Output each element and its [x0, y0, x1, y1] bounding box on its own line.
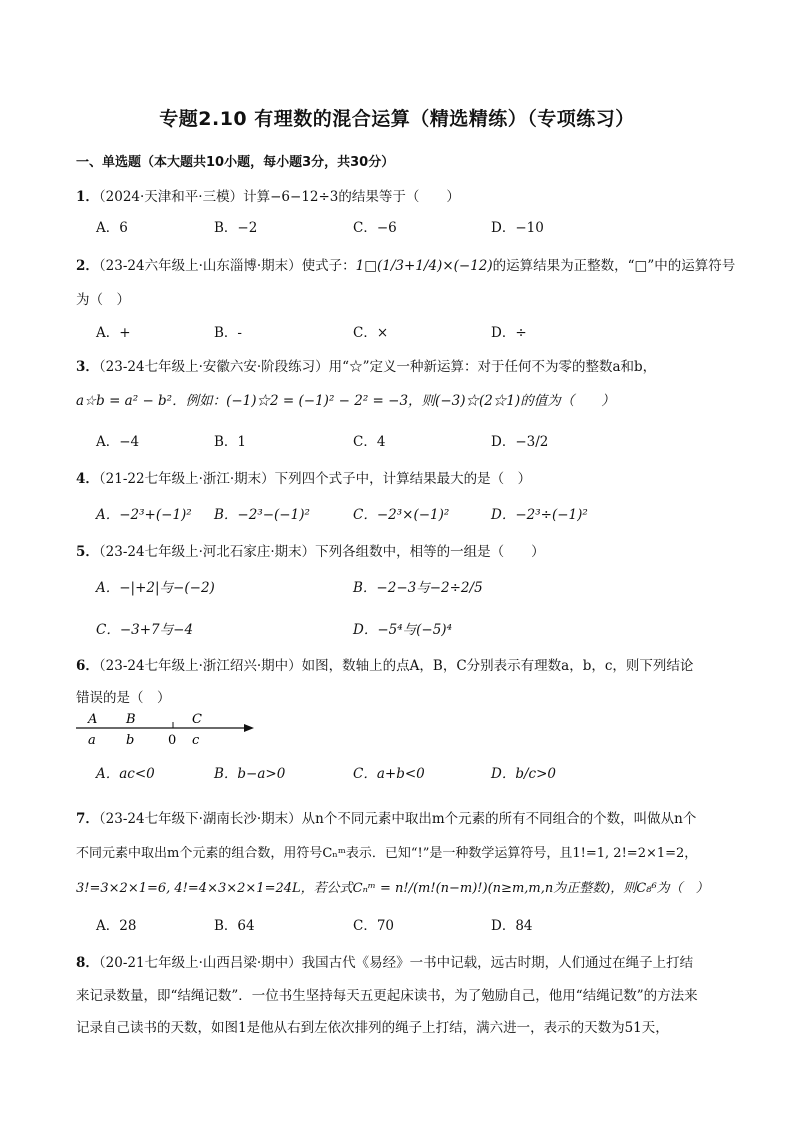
- q2-option-b: B．-: [214, 325, 242, 341]
- q2-option-c: C．×: [353, 325, 389, 341]
- q3-option-a: A．−4: [96, 434, 140, 450]
- math-expression: 1□(1/3+1/4)×(−12): [355, 258, 493, 274]
- question-text: a☆b = a² − b²．例如：(−1)☆2 = (−1)² − 2² = −3，则(−3)☆(2☆1)的值为（ ）: [76, 393, 615, 409]
- q6-option-b: B．b−a>0: [214, 766, 286, 782]
- point-label-a-upper: A: [88, 712, 98, 727]
- q7-option-a: A．28: [96, 918, 137, 934]
- question-number: 6．: [76, 658, 99, 674]
- question-number: 4．: [76, 471, 99, 487]
- question-8-line-2: [76, 984, 698, 1004]
- q5-option-b: B．−2−3与−2÷2/5: [353, 580, 483, 596]
- q4-option-c: C．−2³×(−1)²: [353, 507, 450, 523]
- q2-option-a: A．+: [96, 325, 131, 341]
- q3-option-b: B．1: [214, 434, 247, 450]
- question-7-line-3: [76, 877, 709, 896]
- q3-option-d: D．−3/2: [491, 434, 549, 450]
- question-text: 的运算结果为正整数，“□”中的运算符号: [492, 258, 736, 274]
- question-5: [76, 540, 545, 560]
- q4-option-a: A．−2³+(−1)²: [96, 507, 192, 523]
- question-3-line-2: [76, 389, 615, 409]
- question-source: （20-21七年级上·山西吕梁·期中）: [98, 955, 302, 971]
- question-number: 3．: [76, 359, 99, 375]
- question-text: 如图，数轴上的点A，B，C分别表示有理数a，b，c，则下列结论: [301, 658, 694, 674]
- q6-option-d: D．b/c>0: [491, 766, 556, 782]
- question-text: 计算−6−12÷3的结果等于（ ）: [243, 189, 460, 205]
- q4-option-d: D．−2³÷(−1)²: [491, 507, 588, 523]
- question-6-line-2: [76, 686, 171, 706]
- question-text: 使式子：: [301, 258, 356, 274]
- value-label-zero: 0: [168, 733, 177, 748]
- q5-option-c: C．−3+7与−4: [96, 622, 194, 638]
- q1-option-a: A．6: [96, 220, 128, 236]
- question-source: （23-24六年级上·山东淄博·期末）: [98, 258, 302, 274]
- q5-option-a: A．−|+2|与−(−2): [96, 580, 215, 596]
- question-6: [76, 654, 693, 674]
- question-number: 1．: [76, 189, 99, 205]
- question-text: 3!=3×2×1=6, 4!=4×3×2×1=24L，若公式Cₙᵐ = n!/(m!(n−m)!)(n≥m,m,n为正整数)，则C₈⁶为（ ）: [76, 881, 709, 896]
- question-3: [76, 355, 656, 375]
- question-number: 2．: [76, 258, 99, 274]
- number-line-arrow-icon: [244, 724, 254, 732]
- value-label-b: b: [126, 733, 135, 748]
- value-label-c: c: [192, 733, 200, 748]
- question-2-line-2: [76, 288, 130, 308]
- question-7-line-2: [76, 842, 697, 861]
- question-number: 8．: [76, 955, 99, 971]
- question-source: （23-24七年级上·河北石家庄·期末）: [98, 544, 316, 560]
- question-source: （21-22七年级上·浙江·期末）: [98, 471, 275, 487]
- section-heading: 一、单选题（本大题共10小题，每小题3分，共30分）: [76, 155, 395, 170]
- q1-option-b: B．−2: [214, 220, 258, 236]
- question-text: 用“☆”定义一种新运算：对于任何不为零的整数a和b，: [328, 359, 657, 375]
- q7-option-c: C．70: [353, 918, 395, 934]
- q7-option-d: D．84: [491, 918, 533, 934]
- q1-option-c: C．−6: [353, 220, 397, 236]
- question-text: 下列各组数中，相等的一组是（ ）: [315, 544, 545, 560]
- page-title: 专题2.10 有理数的混合运算（精选精练）（专项练习）: [159, 108, 635, 130]
- question-text: 错误的是（ ）: [76, 690, 171, 706]
- question-text: 从n个不同元素中取出m个元素的所有不同组合的个数，叫做从n个: [301, 811, 697, 827]
- question-8-line-3: [76, 1016, 669, 1036]
- question-7: [76, 807, 696, 827]
- question-source: （23-24七年级下·湖南长沙·期末）: [98, 811, 302, 827]
- question-source: （2024·天津和平·三模）: [98, 189, 244, 205]
- q6-option-a: A．ac<0: [96, 766, 155, 782]
- question-text: 记录自己读书的天数，如图1是他从右到左依次排列的绳子上打结，满六进一，表示的天数为51天，: [76, 1020, 669, 1036]
- q7-option-b: B．64: [214, 918, 255, 934]
- q5-option-d: D．−5⁴与(−5)⁴: [353, 622, 452, 638]
- question-number: 5．: [76, 544, 99, 560]
- question-source: （23-24七年级上·浙江绍兴·期中）: [98, 658, 302, 674]
- question-number: 7．: [76, 811, 99, 827]
- point-label-c-upper: C: [192, 712, 202, 727]
- question-text: 为（ ）: [76, 292, 130, 308]
- q2-option-d: D．÷: [491, 325, 527, 341]
- question-4: [76, 467, 531, 487]
- point-label-b-upper: B: [126, 712, 136, 727]
- q6-option-c: C．a+b<0: [353, 766, 425, 782]
- number-line-figure: [76, 706, 276, 756]
- question-source: （23-24七年级上·安徽六安·阶段练习）: [98, 359, 329, 375]
- question-text: 下列四个式子中，计算结果最大的是（ ）: [274, 471, 532, 487]
- q3-option-c: C．4: [353, 434, 386, 450]
- q1-option-d: D．−10: [491, 220, 544, 236]
- question-text: 来记录数量，即“结绳记数”．一位书生坚持每天五更起床读书，为了勉励自己，他用“结绳记数”的方法来: [76, 988, 698, 1004]
- question-2: [76, 254, 735, 274]
- value-label-a: a: [88, 733, 96, 748]
- q4-option-b: B．−2³−(−1)²: [214, 507, 310, 523]
- question-8: [76, 951, 693, 971]
- question-text: 不同元素中取出m个元素的组合数，用符号Cₙᵐ表示．已知“!”是一种数学运算符号，且1!=1, 2!=2×1=2，: [76, 846, 698, 861]
- question-1: [76, 185, 460, 205]
- question-text: 我国古代《易经》一书中记载，远古时期，人们通过在绳子上打结: [301, 955, 694, 971]
